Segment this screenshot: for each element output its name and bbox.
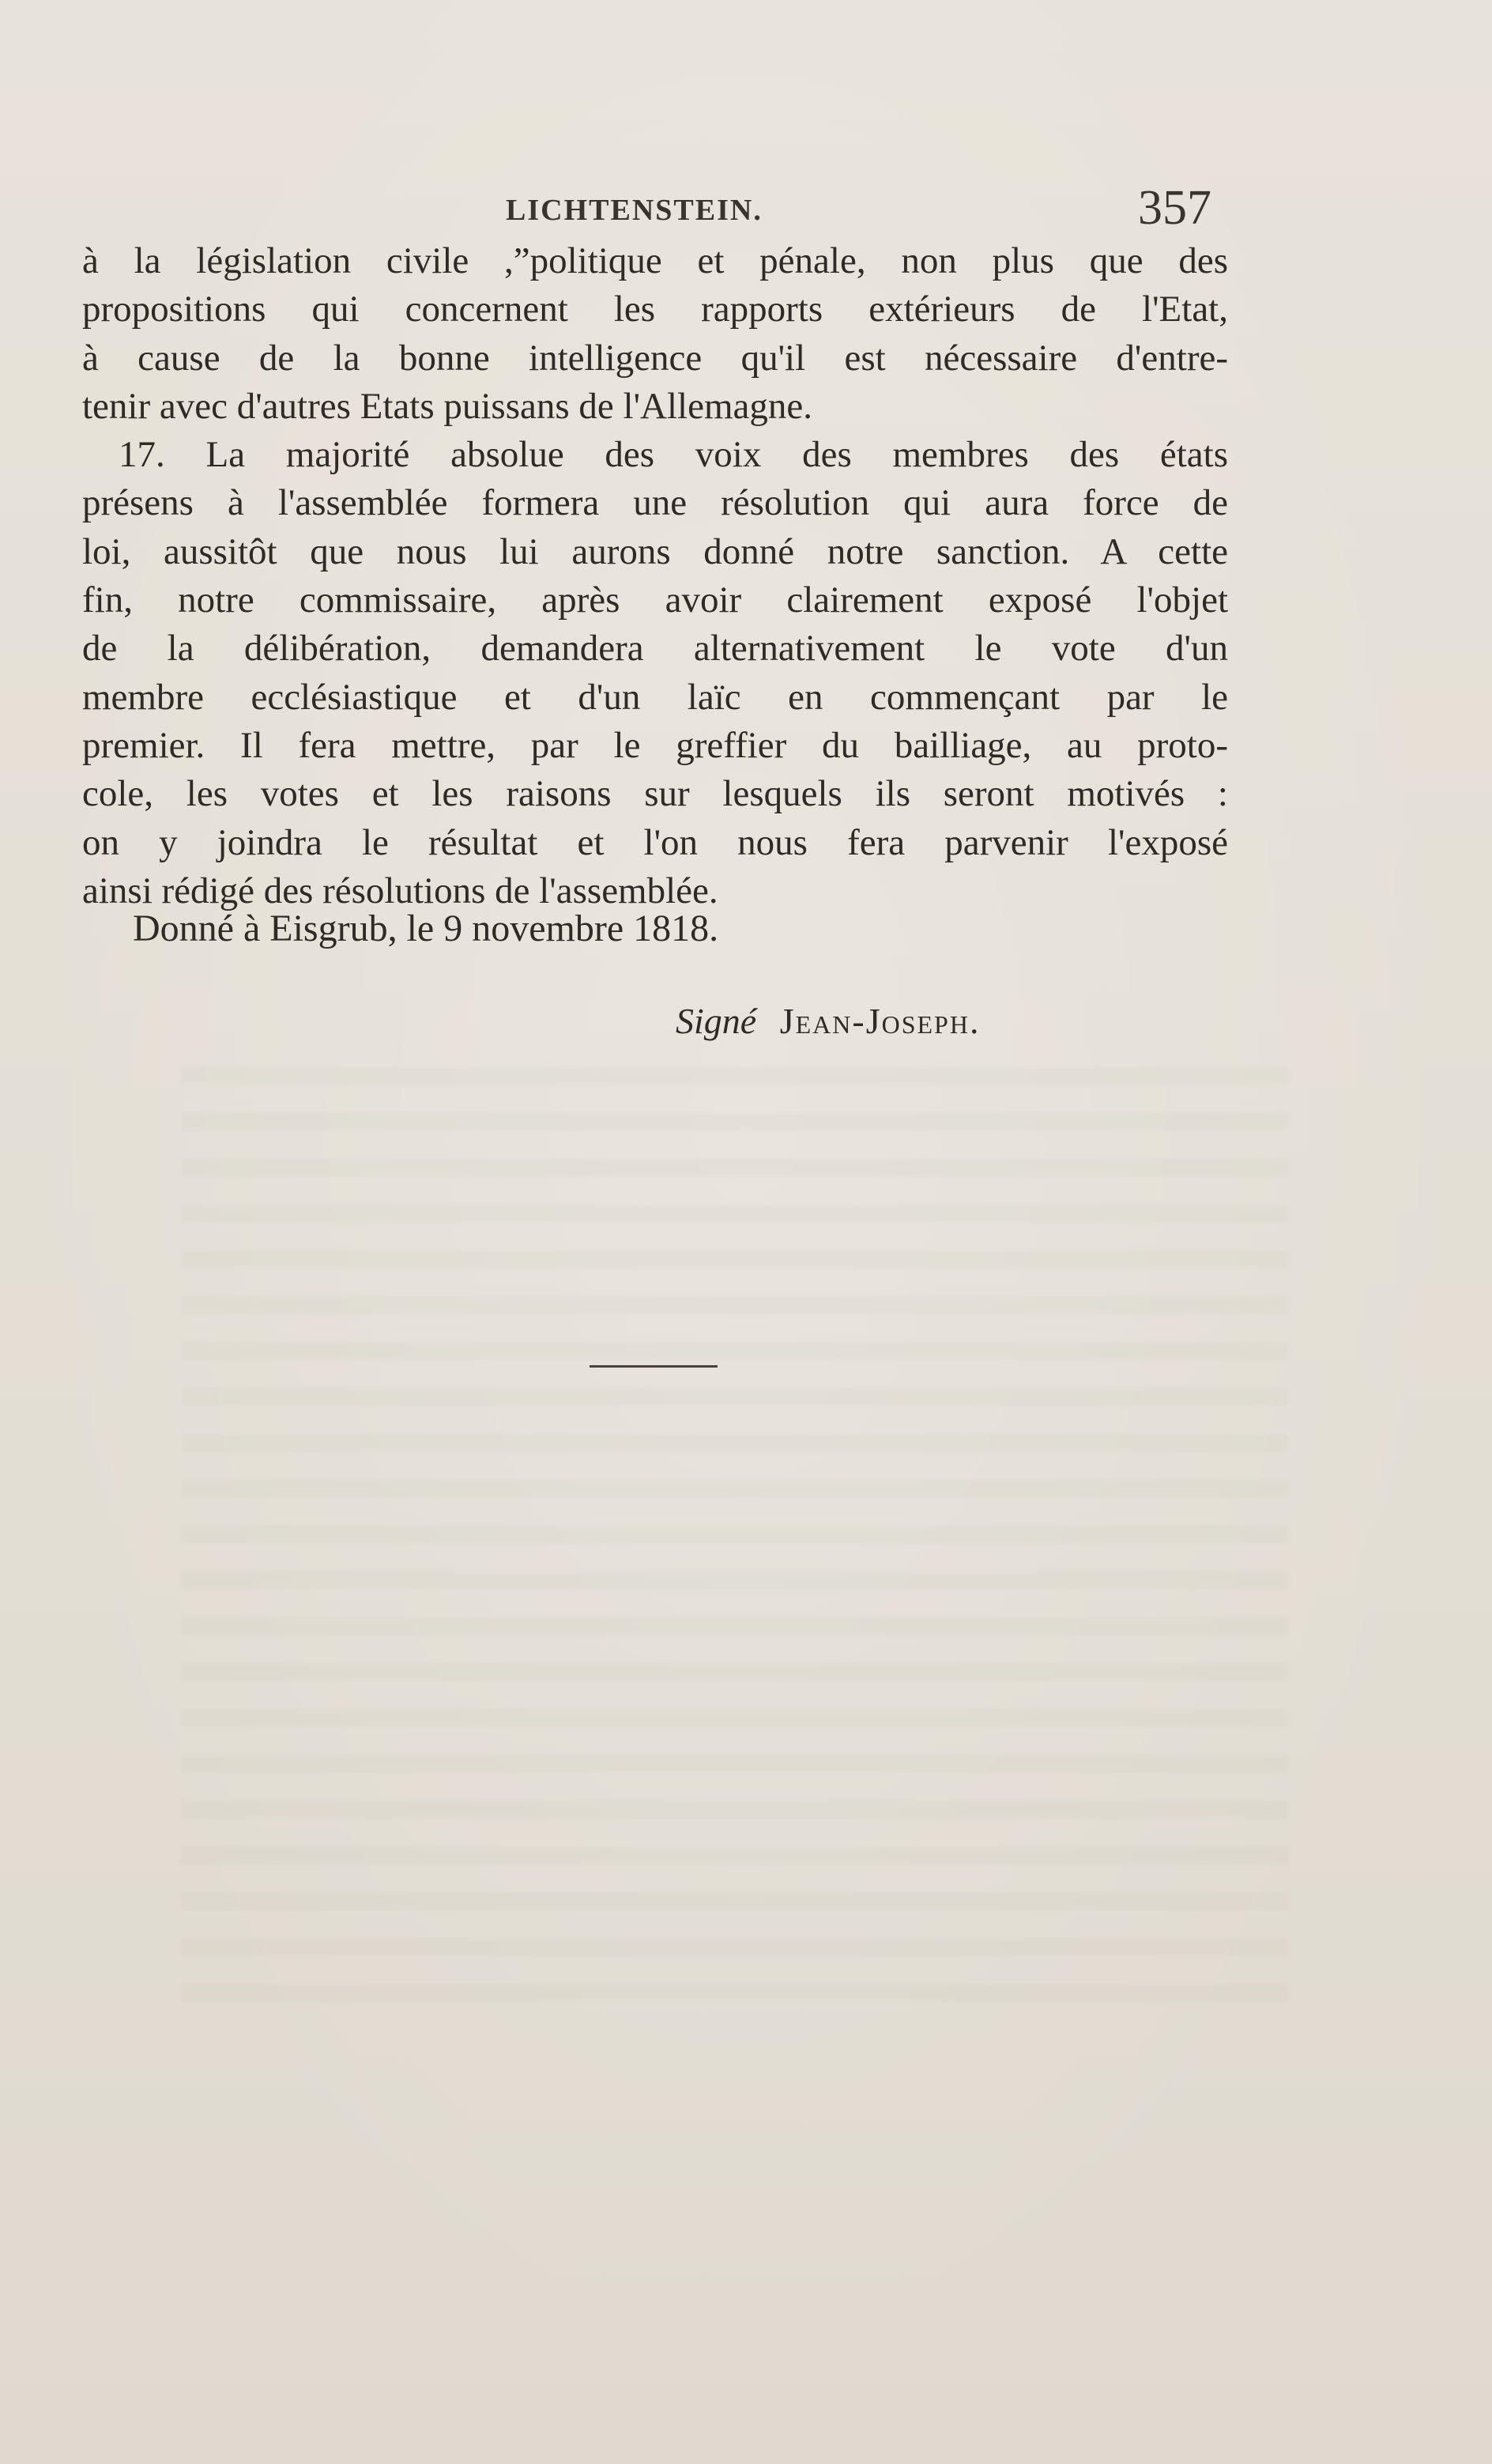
text-line: on y joindra le résultat et l'on nous fera parvenir l'exposé xyxy=(82,821,1228,863)
end-rule xyxy=(590,1365,718,1368)
text-line: à la législation civile ,ˮpolitique et pénale, non plus que des xyxy=(82,240,1228,281)
signature xyxy=(676,1000,980,1042)
text-line: tenir avec d'autres Etats puissans de l'Allemagne. xyxy=(82,385,813,427)
signature-signe: Signé xyxy=(676,1001,757,1041)
running-head: LICHTENSTEIN. xyxy=(506,194,763,227)
text-line: présens à l'assemblée formera une résolution qui aura force de xyxy=(82,482,1228,524)
text-line: à cause de la bonne intelligence qu'il est nécessaire d'entre- xyxy=(82,337,1228,379)
signature-name: Jean-Joseph. xyxy=(779,1001,981,1041)
text-line: membre ecclésiastique et d'un laïc en commençant par le xyxy=(82,676,1228,718)
text-line: loi, aussitôt que nous lui aurons donné notre sanction. A cette xyxy=(82,530,1228,572)
show-through-text xyxy=(182,1067,1288,2016)
text-line: propositions qui concernent les rapports extérieurs de l'Etat, xyxy=(82,289,1228,330)
body-text xyxy=(82,237,1228,915)
text-line: ainsi rédigé des résolutions de l'assemblée. xyxy=(82,870,718,911)
text-line: premier. Il fera mettre, par le greffier du bailliage, au proto- xyxy=(82,724,1228,766)
text-line: fin, notre commissaire, après avoir clairement exposé l'objet xyxy=(82,579,1228,621)
page-header xyxy=(506,181,1233,242)
page-number: 357 xyxy=(1138,181,1211,235)
text-line: 17. La majorité absolue des voix des membres des états xyxy=(119,434,1228,476)
dateline: Donné à Eisgrub, le 9 novembre 1818. xyxy=(133,907,719,949)
text-line: de la délibération, demandera alternativement le vote d'un xyxy=(82,628,1228,670)
text-line: cole, les votes et les raisons sur lesquels ils seront motivés : xyxy=(82,773,1228,815)
